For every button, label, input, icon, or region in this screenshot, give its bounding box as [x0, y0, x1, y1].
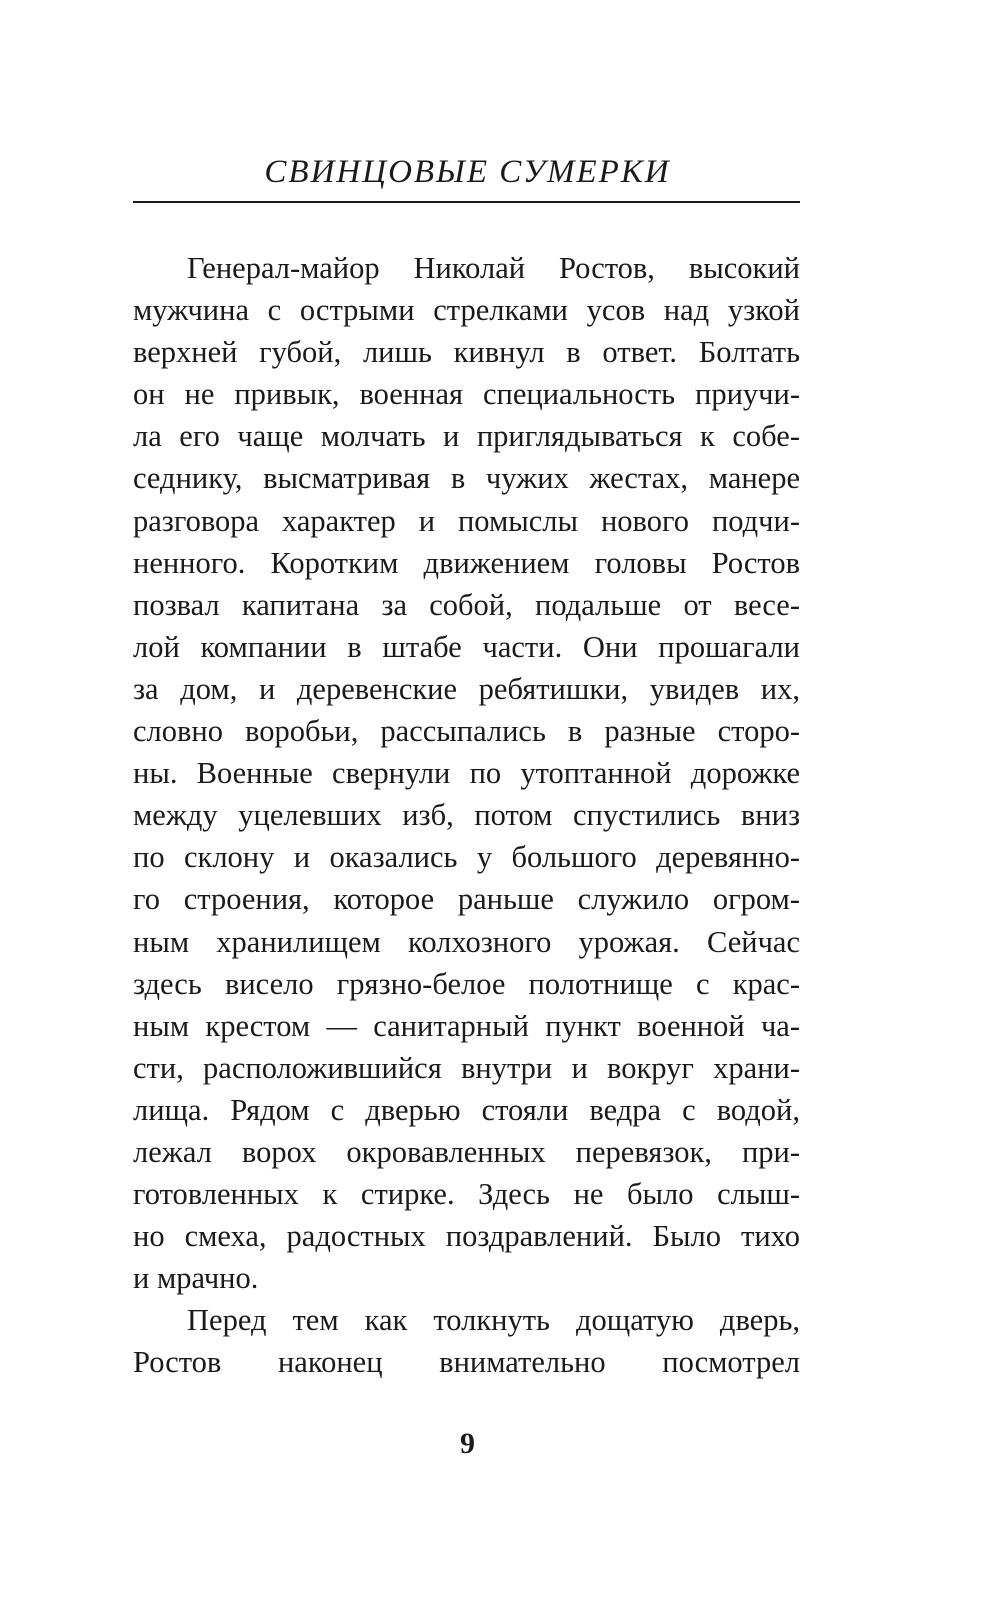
text-line: здесь висело грязно-белое полотнище с крас- [133, 966, 800, 1001]
paragraph [133, 1299, 800, 1383]
text-line: по склону и оказались у большого деревянно- [133, 840, 800, 875]
text-line: ненного. Коротким движением головы Ростов [133, 545, 800, 580]
text-line: ны. Военные свернули по утоптанной дорожке [133, 756, 800, 791]
text-line: ла его чаще молчать и приглядываться к собе- [133, 419, 800, 454]
text-line: Ростов наконец внимательно посмотрел [133, 1345, 800, 1380]
text-line: и мрачно. [133, 1261, 259, 1296]
text-line: словно воробьи, рассыпались в разные сторо- [133, 714, 800, 749]
text-line: го строения, которое раньше служило огром- [133, 882, 800, 917]
text-line: позвал капитана за собой, подальше от весе- [133, 587, 800, 622]
page-number: 9 [460, 1427, 475, 1460]
text-line: за дом, и деревенские ребятишки, увидев их, [133, 671, 800, 706]
text-line: разговора характер и помыслы нового подчи- [133, 503, 800, 538]
text-line: лой компании в штабе части. Они прошагали [133, 629, 800, 664]
text-line: готовленных к стирке. Здесь не было слыш- [133, 1177, 800, 1212]
text-line: лища. Рядом с дверью стояли ведра с водой, [133, 1092, 800, 1127]
text-line: между уцелевших изб, потом спустились вниз [133, 798, 800, 833]
text-line: верхней губой, лишь кивнул в ответ. Болтать [133, 335, 800, 370]
text-line: Генерал-майор Николай Ростов, высокий [187, 251, 800, 285]
running-head: СВИНЦОВЫЕ СУМЕРКИ [264, 154, 671, 190]
text-line: ным крестом — санитарный пункт военной ча- [133, 1008, 800, 1043]
header-rule [133, 201, 800, 203]
paragraph [133, 247, 800, 1299]
text-line: седнику, высматривая в чужих жестах, манере [133, 461, 800, 496]
text-line: он не привык, военная специальность приучи- [133, 377, 800, 412]
body-text [133, 247, 800, 1384]
text-line: Перед тем как толкнуть дощатую дверь, [187, 1303, 800, 1338]
text-line: сти, расположившийся внутри и вокруг храни- [133, 1050, 800, 1085]
text-line: но смеха, радостных поздравлений. Было тихо [133, 1219, 800, 1254]
text-line: мужчина с острыми стрелками усов над узкой [133, 293, 800, 328]
text-line: ным хранилищем колхозного урожая. Сейчас [133, 924, 800, 959]
text-line: лежал ворох окровавленных перевязок, при- [133, 1134, 800, 1169]
